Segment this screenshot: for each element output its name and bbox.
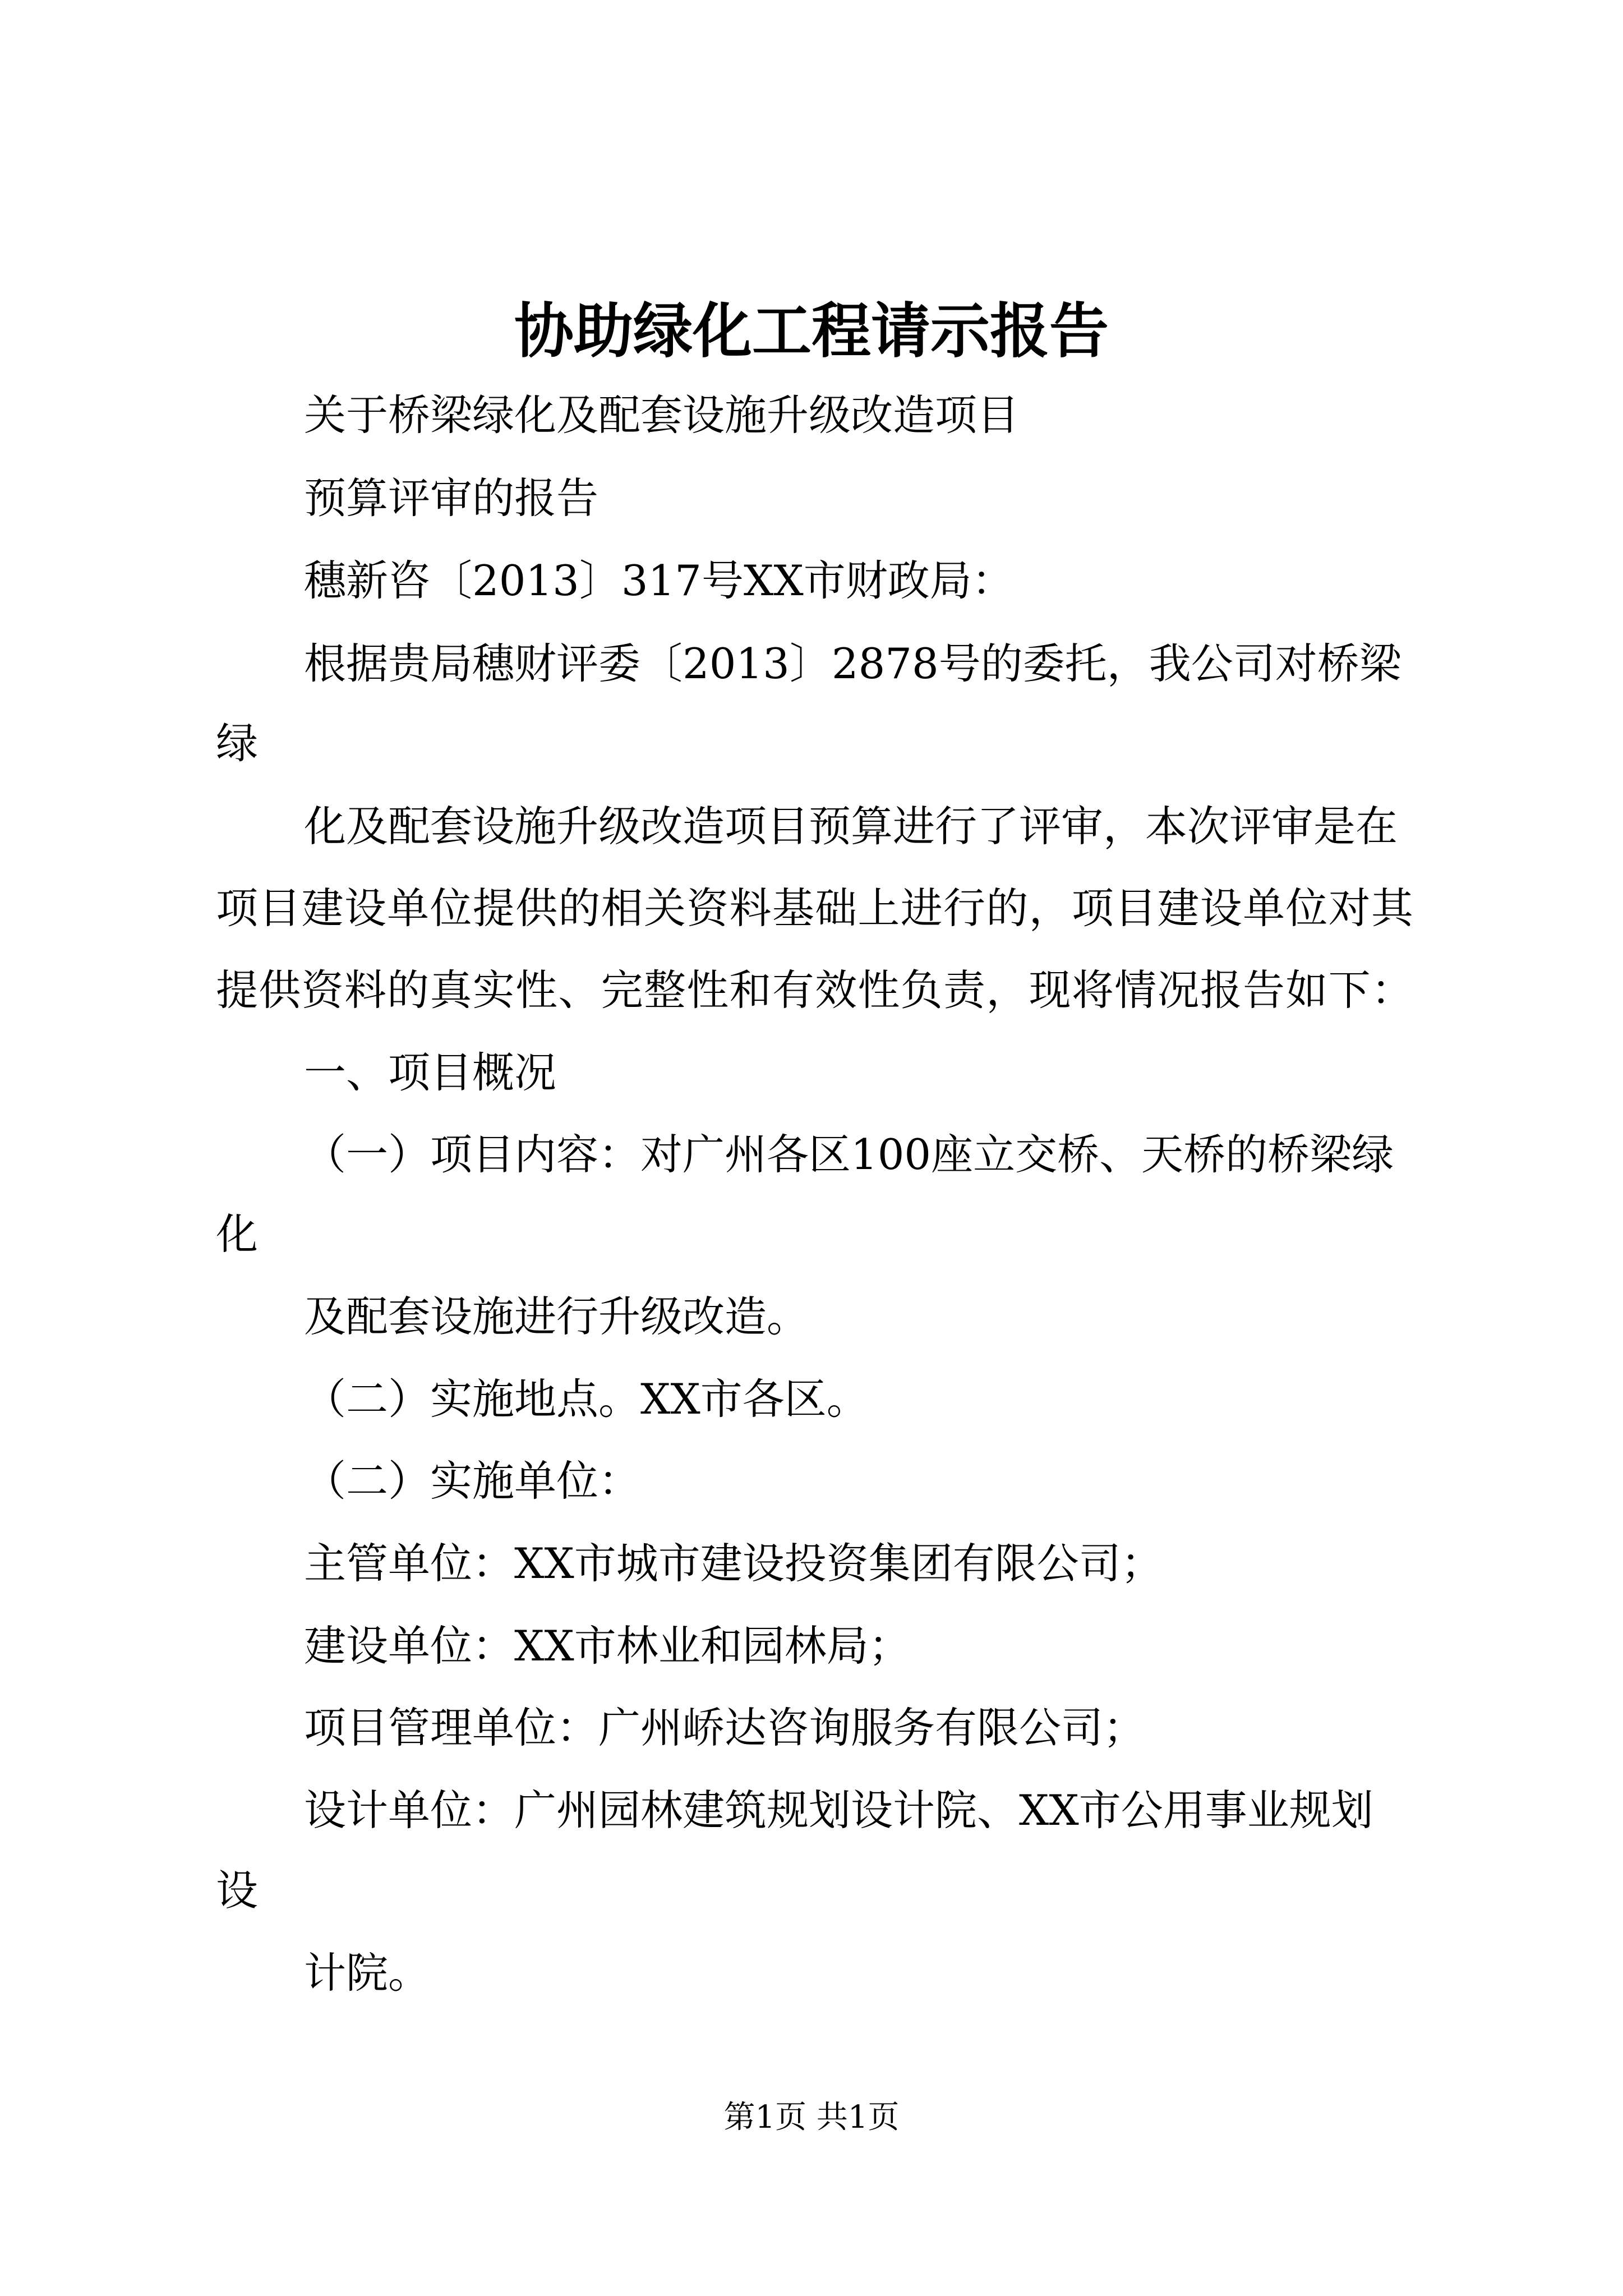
- paragraph-line: 化: [216, 1209, 259, 1259]
- subtitle-line-2: 预算评审的报告: [304, 473, 599, 523]
- paragraph-line: 设: [216, 1866, 259, 1915]
- paragraph-line: 绿: [216, 719, 259, 768]
- paragraph-line: （一）项目内容：对广州各区100座立交桥、天桥的桥梁绿: [304, 1130, 1394, 1179]
- paragraph-line: 化及配套设施升级改造项目预算进行了评审，本次评审是在: [304, 802, 1398, 851]
- paragraph-line: 提供资料的真实性、完整性和有效性负责，现将情况报告如下：: [216, 965, 1413, 1015]
- paragraph-line: （二）实施地点。XX市各区。: [304, 1374, 869, 1424]
- paragraph-line: （二）实施单位：: [304, 1456, 641, 1506]
- paragraph-line: 项目建设单位提供的相关资料基础上进行的，项目建设单位对其: [216, 884, 1413, 933]
- document-number-line: 穗新咨〔2013〕317号XX市财政局：: [304, 556, 1014, 605]
- paragraph-line: 计院。: [304, 1948, 431, 1998]
- paragraph-line: 及配套设施进行升级改造。: [304, 1292, 809, 1341]
- subtitle-line-1: 关于桥梁绿化及配套设施升级改造项目: [304, 390, 1020, 440]
- paragraph-line: 项目管理单位：广州峤达咨询服务有限公司；: [304, 1703, 1146, 1752]
- page-number-footer: 第1页 共1页: [723, 2099, 900, 2136]
- document-title: 协助绿化工程请示报告: [514, 296, 1109, 366]
- paragraph-line: 根据贵局穗财评委〔2013〕2878号的委托，我公司对桥梁: [304, 639, 1401, 688]
- paragraph-line: 主管单位：XX市城市建设投资集团有限公司；: [304, 1539, 1163, 1588]
- section-heading: 一、项目概况: [304, 1048, 557, 1097]
- paragraph-line: 设计单位：广州园林建筑规划设计院、XX市公用事业规划: [304, 1786, 1373, 1835]
- paragraph-line: 建设单位：XX市林业和园林局；: [304, 1621, 911, 1671]
